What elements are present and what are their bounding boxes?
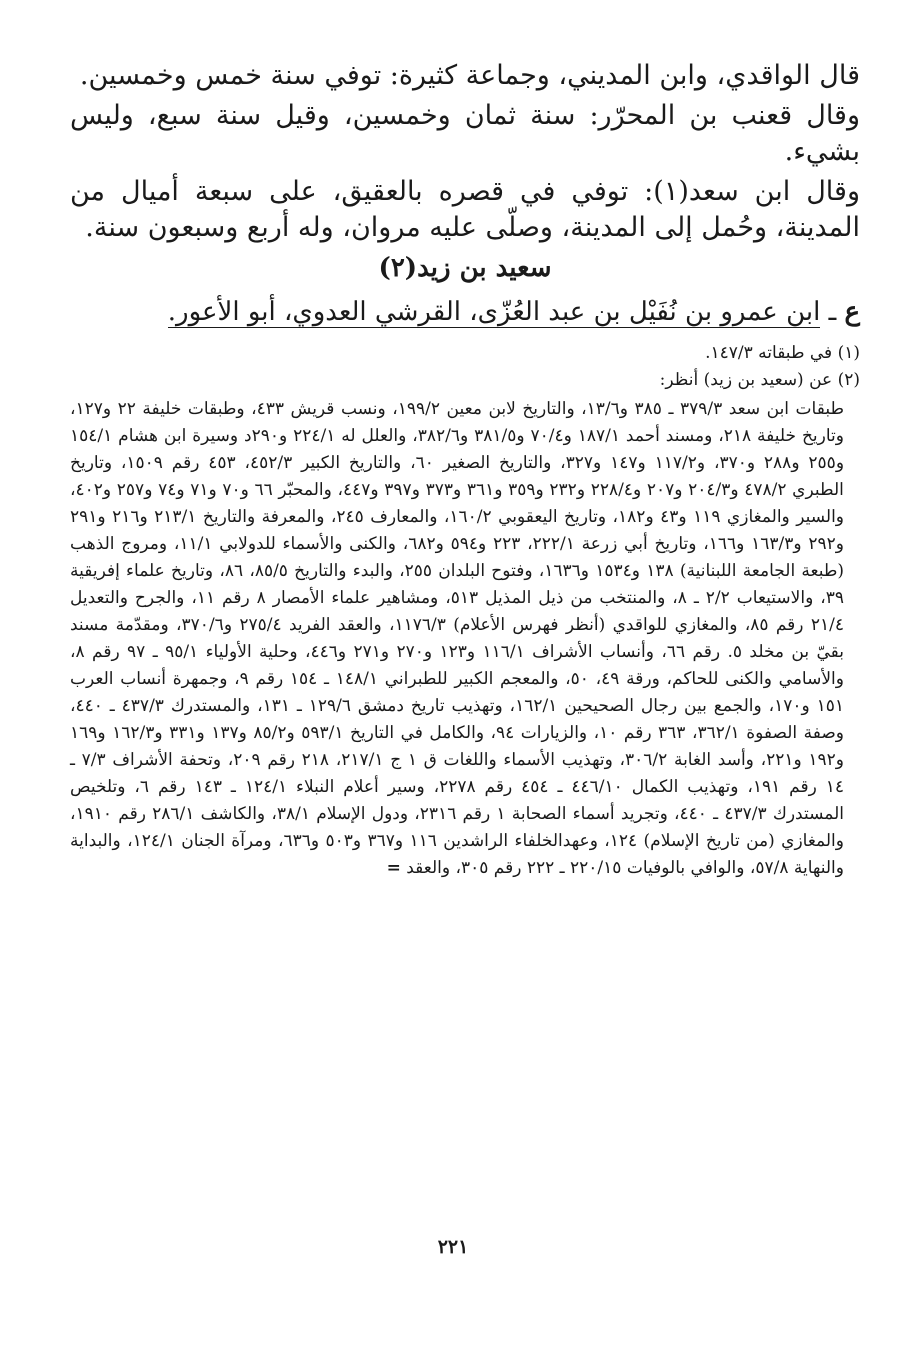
biography-heading: سعيد بن زيد(٢)	[378, 253, 552, 283]
paragraph-qanab: وقال قعنب بن المحرّر: سنة ثمان وخمسين، وقيل سنة سبع، وليس بشيء.	[70, 100, 860, 167]
footnotes	[70, 340, 860, 882]
paragraph-waqidi: قال الواقدي، وابن المديني، وجماعة كثيرة: توفي سنة خمس وخمسين.	[79, 60, 860, 91]
biography-entry	[70, 292, 860, 332]
entry-code: ع	[844, 297, 860, 327]
paragraph-ibn-saad: وقال ابن سعد(١): توفي في قصره بالعقيق، على سبعة أميال من المدينة، وحُمل إلى المدينة، وصلّى عليه مروان، وله أربع وسبعون سنة.	[70, 176, 860, 243]
footnote-1: (١) في طبقاته ١٤٧/٣.	[705, 343, 860, 363]
footnote-2-body: طبقات ابن سعد ٣٧٩/٣ ـ ٣٨٥ و١٣/٦، والتاريخ لابن معين ١٩٩/٢، ونسب قريش ٤٣٣، وطبقات خليفة ٢٢ و١٢٧، وتاريخ خليفة ٢١٨، ومسند أحمد ١٨٧/١ و٧٠/٤ و٣٨١/٥ و٣٨٢/٦، والعلل له ٢٢٤/١ و٢٩٠د وسيرة ابن هشام ١٥٤/١ و٢٥٥ و٢٨٨ و٣٧٠، و١١٧/٢ و١٤٧ و٣٢٧، والتاريخ الصغير ٦٠، والتاريخ الكبير ٤٥٢/٣، ٤٥٣ رقم ١٥٠٩، وتاريخ الطبري ٤٧٨/٢ و٢٠٤/٣ و٢٠٧ و٢٢٨/٤ و٢٣٢ و٣٥٩ و٣٦١ و٣٧٣ و٣٩٧ و٤٤٧، والمحبّر ٦٦ و٧٠ و٧١ و٧٤ و٢٥٧ و٤٠٢، والسير والمغازي ١١٩ و٤٣ و١٨٢، وتاريخ اليعقوبي ١٦٠/٢، والمعارف ٢٤٥، والمعرفة والتاريخ ٢١٣/١ و٢١٦ و٢٩١ و٢٩٢ و١٦٣/٣ و١٦٦، وتاريخ أبي زرعة ٢٢٢/١، ٢٢٣ و٥٩٤ و٦٨٢، والكنى والأسماء للدولابي ١١/١، ومروج الذهب (طبعة الجامعة اللبنانية) ١٣٨ و١٥٣٤ و١٦٣٦، وفتوح البلدان ٢٥٥، والبدء والتاريخ ٨٥/٥، ٨٦، وتاريخ علماء إفريقية ٣٩، والاستيعاب ٢/٢ ـ ٨، والمنتخب من ذيل المذيل ٥١٣، ومشاهير علماء الأمصار ٨ رقم ١١، والجرح والتعديل ٢١/٤ رقم ٨٥، والمغازي للواقدي (أنظر فهرس الأعلام) ١١٧٦/٣، والعقد الفريد ٢٧٥/٤ و٣٧٠/٦، ومقدّمة مسند بقيّ بن مخلد ٥. رقم ٦٦، وأنساب الأشراف ١١٦/١ و١٢٣ و٢٧٠ و٢٧١ و٤٤٦، وحلية الأولياء ٩٥/١ ـ ٩٧ رقم ٨، والأسامي والكنى للحاكم، ورقة ٤٩، ٥٠، والمعجم الكبير للطبراني ١٤٨/١ ـ ١٥٤ رقم ٩، وجمهرة أنساب العرب ١٥١ و١٧٠، والجمع بين رجال الصحيحين ١٦٢/١، وتهذيب تاريخ دمشق ١٢٩/٦ ـ ١٣١، والمستدرك ٤٣٧/٣ ـ ٤٤٠، وصفة الصفوة ٣٦٢/١، ٣٦٣ رقم ١٠، والزيارات ٩٤، والكامل في التاريخ ٥٩٣/١ و٨٥/٢ و١٣٧ و٣٣١ و١٦٢/٣ و١٦٩ و١٩٢ و٢٢١، وأسد الغابة ٣٠٦/٢، وتهذيب الأسماء واللغات ق ١ ج ٢١٧/١، ٢١٨ رقم ٢٠٩، وتحفة الأشراف ٧/٣ ـ ١٤ رقم ١٩١، وتهذيب الكمال ٤٤٦/١٠ ـ ٤٥٤ رقم ٢٢٧٨، وسير أعلام النبلاء ١٢٤/١ ـ ١٤٣ رقم ٦، وتلخيص المستدرك ٤٣٧/٣ ـ ٤٤٠، وتجريد أسماء الصحابة ١ رقم ٢٣١٦، ودول الإسلام ٣٨/١، والكاشف ٢٨٦/١ رقم ١٩١٠، والمغازي (من تاريخ الإسلام) ١٢٤، وعهدالخلفاء الراشدين ١١٦ و٣٦٧ و٥٠٣ و٦٣٦، ومرآة الجنان ١٢٤/١، والبداية والنهاية ٥٧/٨، والوافي بالوفيات ٢٢٠/١٥ ـ ٢٢٢ رقم ٣٠٥، والعقد	[70, 399, 845, 878]
main-text	[70, 58, 860, 246]
page-number: ٢٢١	[437, 1236, 469, 1258]
entry-dash: ـ	[820, 297, 837, 327]
page-content	[70, 58, 860, 882]
footnote-2-references	[70, 396, 860, 882]
continued-mark: =	[386, 858, 401, 878]
footnote-2-lead: (٢) عن (سعيد بن زيد) أنظر:	[659, 370, 860, 390]
entry-name: ابن عمرو بن نُفَيْل بن عبد العُزّى، القرشي العدوي، أبو الأعور.	[167, 297, 821, 327]
